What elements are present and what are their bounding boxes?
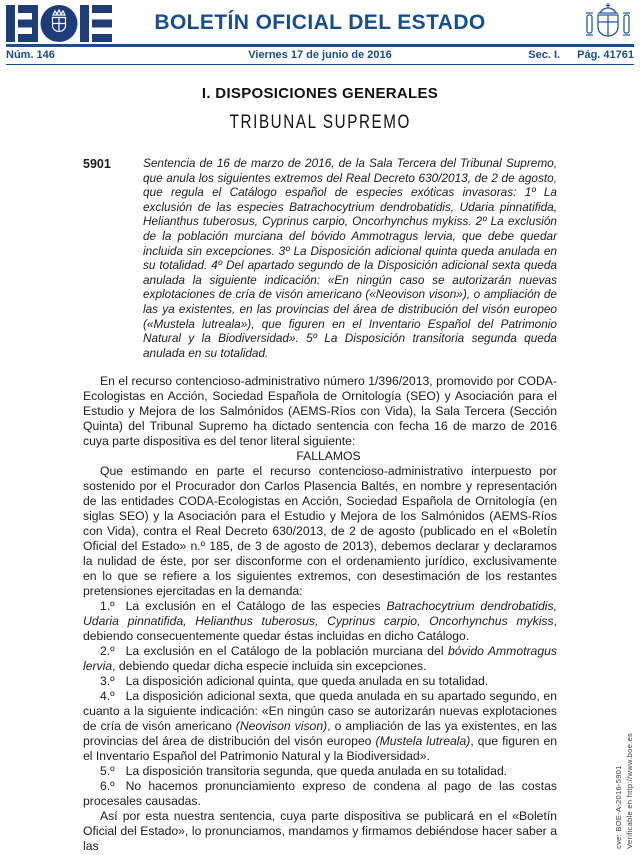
paragraph-ruling: Que estimando en parte el recurso contencioso-administrativo interpuesto por sostenido por el Procurador don Carlos Plasencia Baltés, en nombre y representación de las entidades CODA-Ecologistas en Acción, Sociedad Española de Ornitología (en siglas SEO) y la Asociación para el Estudio y Mejora de los Salmónidos (AEMS-Ríos con Vida), contra el Real Decreto 630/2013, de 2 de agosto (publicado en el «Boletín Oficial del Estado» n.º 185, de 3 de agosto de 2013), debemos declarar y declaramos la nulidad de éste, por ser disconforme con el ordenamiento jurídico, exclusivamente en lo que se refiere a los siguientes extremos, con desestimación de los restantes pretensiones ejercitadas en la demanda: xyxy=(83,464,557,599)
header-rule-bottom xyxy=(6,64,634,65)
ruling-item-4: 4.º La disposición adicional sexta, que queda anulada en su apartado segundo, en cuanto a la siguiente indicación: «En ningún caso se autorizarán nuevas explotaciones de cría de visón americano (Neovison vison), o ampliación de las ya existentes, en las provincias del área de distribución del visón europeo (Mustela lutreala), que figuren en el Inventario Español del Patrimonio Natural y la Biodiversidad». xyxy=(83,689,558,764)
organ-heading-wrap xyxy=(83,112,557,133)
masthead xyxy=(0,0,640,70)
section-page xyxy=(528,49,634,61)
section-heading: I. DISPOSICIONES GENERALES xyxy=(201,85,439,102)
verification-sidebar xyxy=(613,733,635,849)
paragraph-intro: En el recurso contencioso-administrativo número 1/396/2013, promovido por CODA-Ecologistas en Acción, Sociedad Española de Ornitología (SEO) y Asociación para el Estudio y Mejora de los Salmónidos (AEMS-Ríos con Vida), la Sala Tercera (Sección Quinta) del Tribunal Supremo ha dictado sentencia con fecha 16 de marzo de 2016 cuya parte dispositiva es del tenor literal siguiente: xyxy=(83,374,557,449)
disposition-number: 5901 xyxy=(83,157,111,171)
ruling-item-5: 5.º La disposición transitoria segunda, que queda anulada en su totalidad. xyxy=(100,764,508,779)
header-rule-top xyxy=(6,44,634,47)
verification-url: Verificable en http://www.boe.es xyxy=(625,733,634,849)
disposition-summary-row xyxy=(83,156,557,360)
page-title: BOLETÍN OFICIAL DEL ESTADO xyxy=(154,11,486,34)
ruling-item-2: 2.º La exclusión en el Catálogo de la población murciana del bóvido Ammotragus lervia, debiendo quedar dicha especie incluida sin excepciones. xyxy=(83,644,557,674)
issue-date: Viernes 17 de junio de 2016 xyxy=(248,49,392,61)
disposition-summary: Sentencia de 16 de marzo de 2016, de la Sala Tercera del Tribunal Supremo, que anula los siguientes extremos del Real Decreto 630/2013, de 2 de agosto, que regula el Catálogo español de especies exóticas invasoras: 1º La exclusión de las especies Batrachocytrium dendrobatidis, Udaria pinnatifida, Helianthus tuberosus, Cyprinus carpio, Oncorhynchus mykiss. 2º La exclusión de la población murciana del bóvido Ammotragus lervia, que debe quedar incluida sin excepciones. 3º La Disposición adicional quinta queda anulada en su totalidad. 4º Del apartado segundo de la Disposición adicional sexta queda anulada la siguiente indicación: «En ningún caso se autorizarán nuevas explotaciones de cría de visón americano («Neovison vison»), o ampliación de las ya existentes, en las provincias del área de distribución del visón europeo («Mustela lutreala»), que figuren en el Inventario Español del Patrimonio Natural y la Biodiversidad». 5º La Disposición transitoria segunda queda anulada en su totalidad. xyxy=(143,156,557,360)
ruling-item-1: 1.º La exclusión en el Catálogo de las especies Batrachocytrium dendrobatidis, Udaria pinnatifida, Helianthus tuberosus, Cyprinus carpio, Oncorhynchus mykiss, debiendo consecuentemente quedar éstas incluidas en dicho Catálogo. xyxy=(83,599,557,644)
page-number: Pág. 41761 xyxy=(577,49,634,61)
ruling-item-6: 6.º No hacemos pronunciamiento expreso de condena al pago de las costas procesales causadas. xyxy=(83,779,557,809)
issue-number: Núm. 146 xyxy=(6,49,55,61)
ruling-item-3: 3.º La disposición adicional quinta, que queda anulada en su totalidad. xyxy=(100,674,489,689)
issue-row xyxy=(6,49,634,63)
fallamos-heading: FALLAMOS xyxy=(296,449,361,464)
organ-heading: TRIBUNAL SUPREMO xyxy=(229,112,411,133)
closing-paragraph: Así por esta nuestra sentencia, cuya parte dispositiva se publicará en el «Boletín Oficial del Estado», lo pronunciamos, mandamos y firmamos debiéndose hacer saber a las xyxy=(83,809,557,854)
section-label: Sec. I. xyxy=(528,49,561,61)
document-body xyxy=(83,86,557,854)
spain-coat-of-arms-icon xyxy=(584,1,632,43)
cve-code: cve: BOE-A-2016-5901 xyxy=(614,765,623,849)
